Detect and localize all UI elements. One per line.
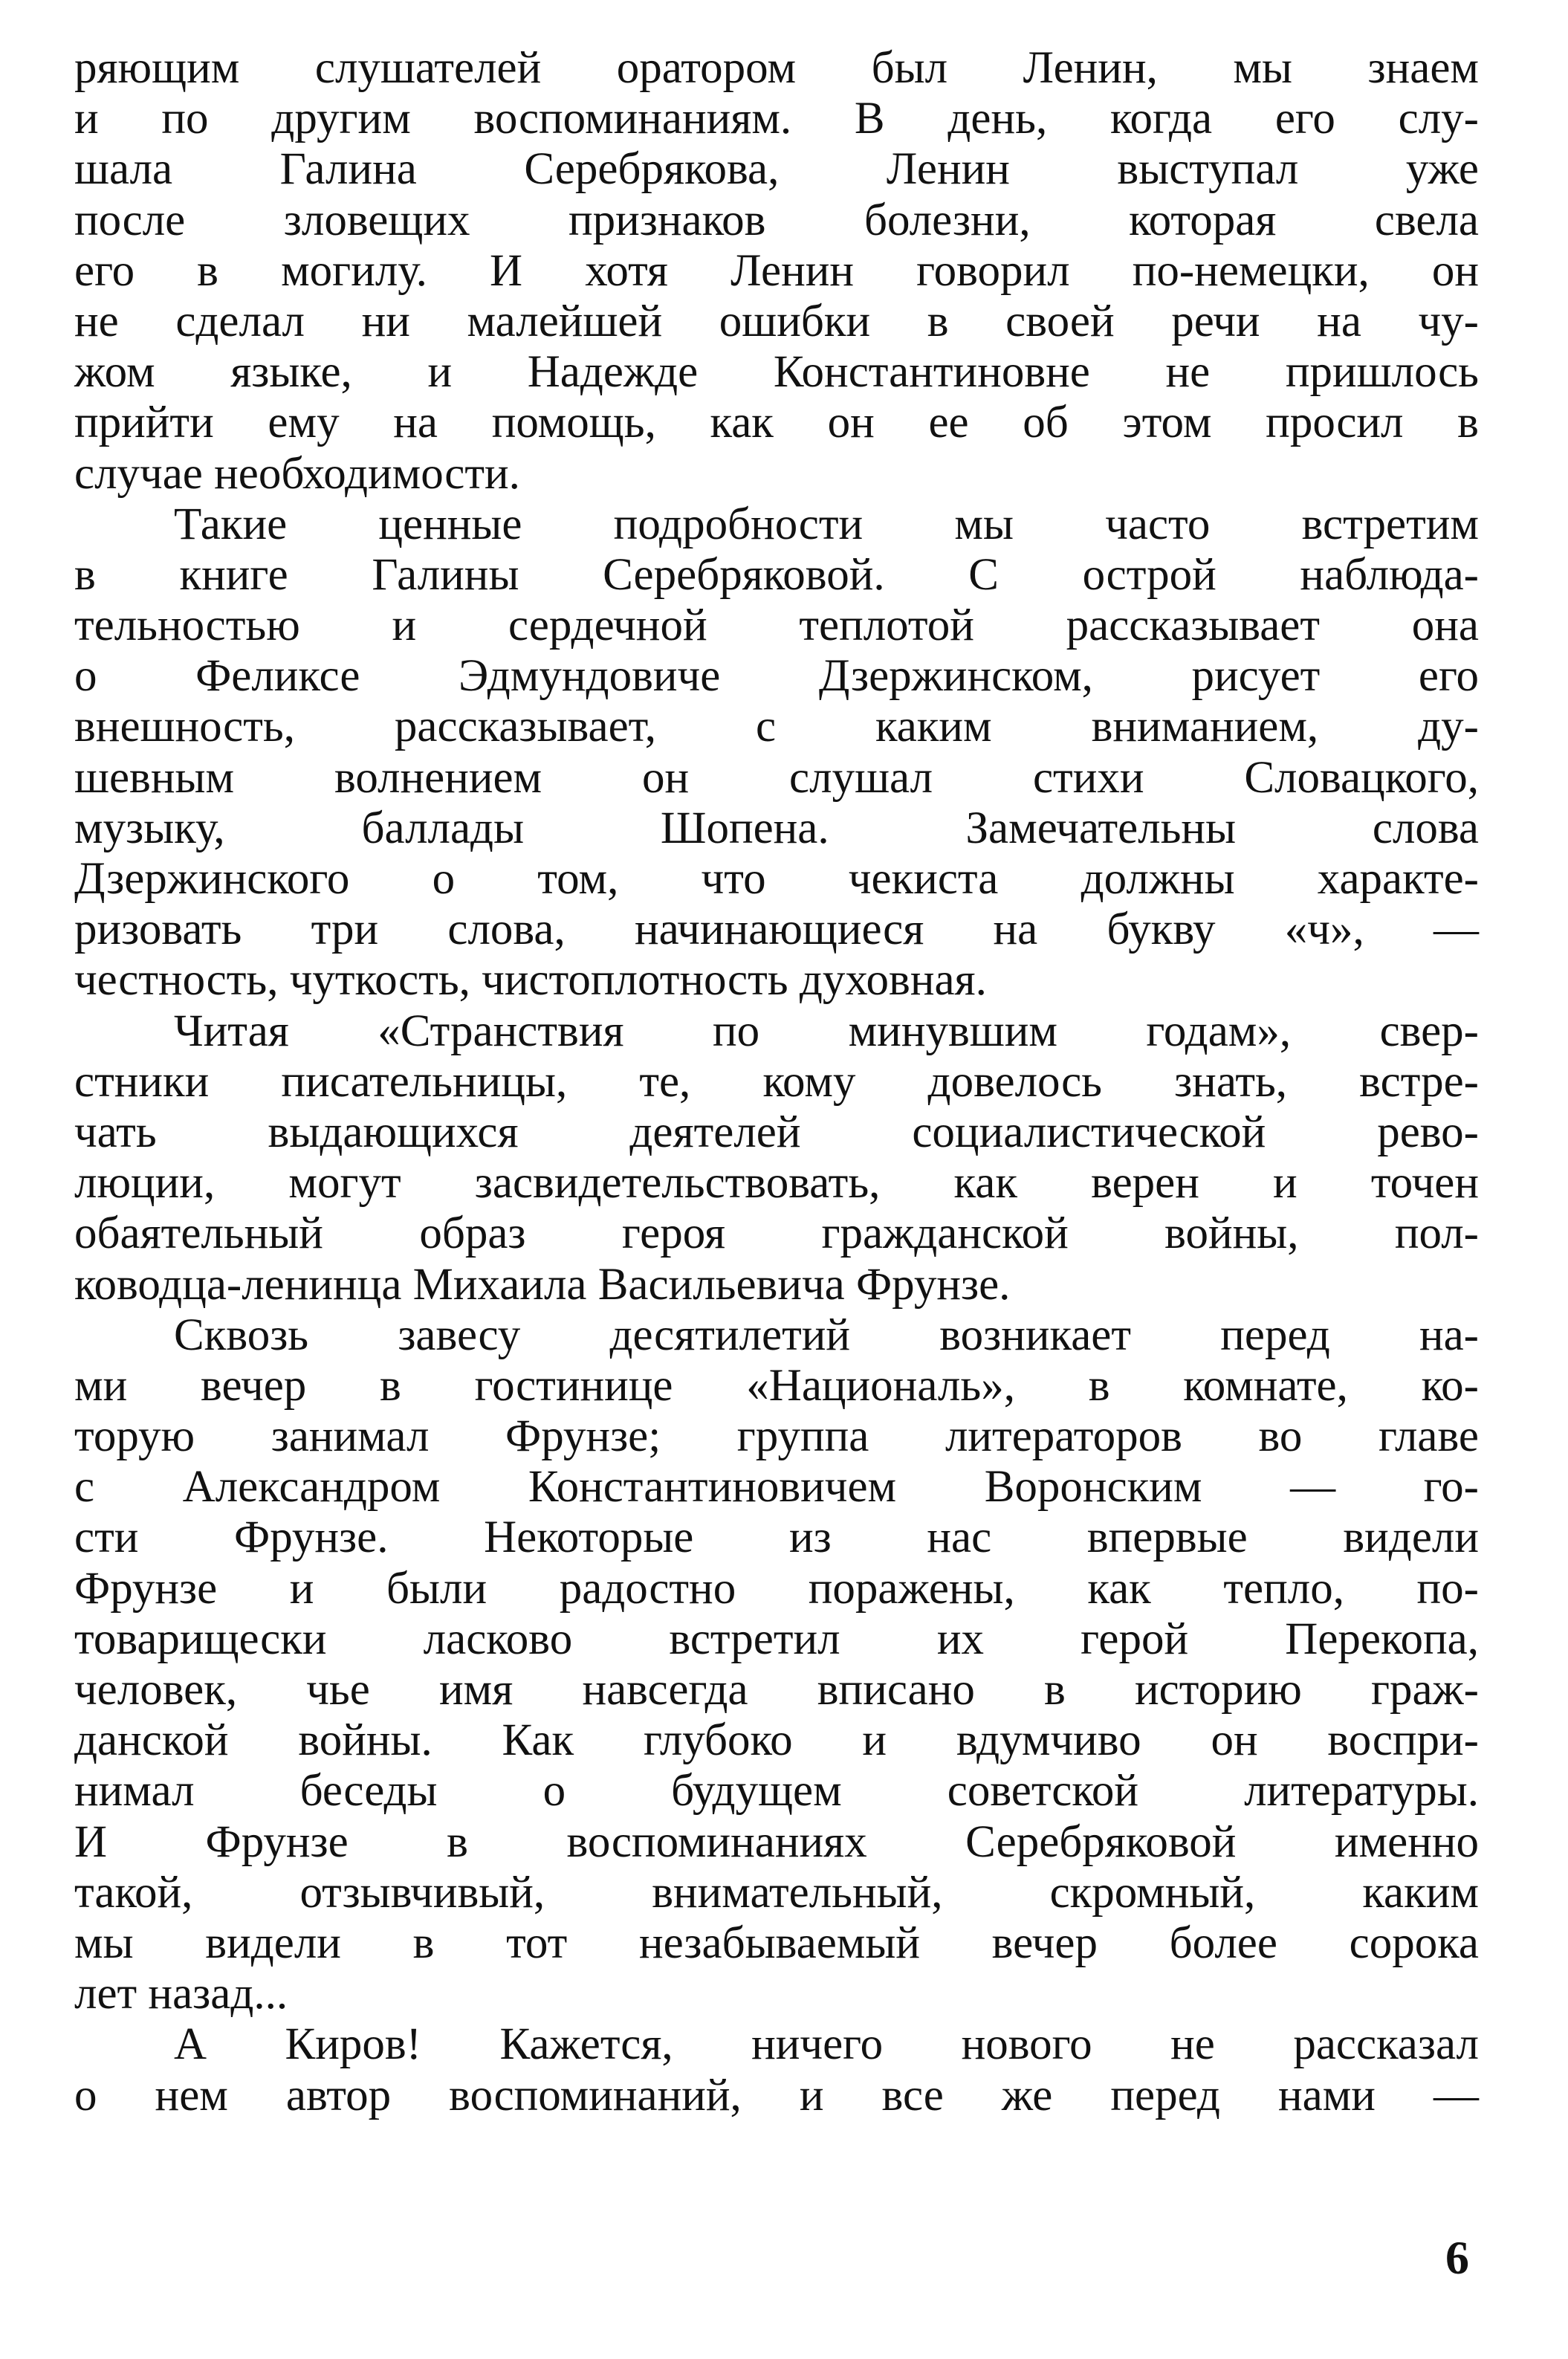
text-line: ряющим слушателей оратором был Ленин, мы знаем xyxy=(74,43,1479,93)
text-line: стники писательницы, те, кому довелось знать, встре- xyxy=(74,1056,1479,1107)
text-line: Читая «Странствия по минувшим годам», свер- xyxy=(174,1006,1479,1056)
text-line: товарищески ласково встретил их герой Перекопа, xyxy=(74,1614,1479,1664)
page-text xyxy=(74,43,1479,2121)
text-line: о нем автор воспоминаний, и все же перед нами — xyxy=(74,2070,1479,2120)
text-line: торую занимал Фрунзе; группа литераторов во главе xyxy=(74,1411,1479,1462)
text-line: Такие ценные подробности мы часто встретим xyxy=(174,499,1479,549)
text-line: мы видели в тот незабываемый вечер более сорока xyxy=(74,1918,1479,1968)
text-line: внешность, рассказывает, с каким вниманием, ду- xyxy=(74,702,1479,752)
text-line: не сделал ни малейшей ошибки в своей речи на чу- xyxy=(74,296,1479,346)
paragraph xyxy=(74,499,1479,1006)
text-line: лет назад... xyxy=(74,1969,288,2019)
text-line: сти Фрунзе. Некоторые из нас впервые видели xyxy=(74,1512,1479,1563)
text-line: чать выдающихся деятелей социалистической рево- xyxy=(74,1107,1479,1157)
text-line: прийти ему на помощь, как он ее об этом просил в xyxy=(74,398,1479,448)
text-line: А Киров! Кажется, ничего нового не рассказал xyxy=(174,2019,1479,2070)
text-line: И Фрунзе в воспоминаниях Серебряковой именно xyxy=(74,1816,1479,1867)
text-line: Дзержинского о том, что чекиста должны характе- xyxy=(74,854,1479,904)
text-line: честность, чуткость, чистоплотность духовная. xyxy=(74,955,987,1006)
text-line: Сквозь завесу десятилетий возникает перед на- xyxy=(174,1310,1479,1360)
text-line: человек, чье имя навсегда вписано в историю граж- xyxy=(74,1665,1479,1715)
text-line: жом языке, и Надежде Константиновне не пришлось xyxy=(74,347,1479,398)
text-line: такой, отзывчивый, внимательный, скромный, каким xyxy=(74,1867,1479,1918)
page-number: 6 xyxy=(1445,2231,1469,2284)
paragraph xyxy=(74,1006,1479,1310)
text-line: ководца-ленинца Михаила Васильевича Фрунзе. xyxy=(74,1259,1011,1310)
paragraph xyxy=(74,1310,1479,2020)
text-line: люции, могут засвидетельствовать, как верен и точен xyxy=(74,1158,1479,1208)
text-line: о Феликсе Эдмундовиче Дзержинском, рисует его xyxy=(74,651,1479,702)
text-line: в книге Галины Серебряковой. С острой наблюда- xyxy=(74,549,1479,600)
text-line: его в могилу. И хотя Ленин говорил по-немецки, он xyxy=(74,245,1479,296)
text-line: и по другим воспоминаниям. В день, когда его слу- xyxy=(74,94,1479,144)
text-line: после зловещих признаков болезни, которая свела xyxy=(74,195,1479,245)
text-line: с Александром Константиновичем Воронским — го- xyxy=(74,1462,1479,1512)
text-line: ми вечер в гостинице «Националь», в комнате, ко- xyxy=(74,1360,1479,1411)
text-line: тельностью и сердечной теплотой рассказывает она xyxy=(74,601,1479,651)
paragraph xyxy=(74,2019,1479,2120)
text-line: Фрунзе и были радостно поражены, как тепло, по- xyxy=(74,1563,1479,1614)
text-line: данской войны. Как глубоко и вдумчиво он воспри- xyxy=(74,1715,1479,1766)
text-line: обаятельный образ героя гражданской войны, пол- xyxy=(74,1208,1479,1259)
paragraph xyxy=(74,43,1479,499)
text-line: случае необходимости. xyxy=(74,448,520,499)
text-line: нимал беседы о будущем советской литературы. xyxy=(74,1766,1479,1816)
text-line: ризовать три слова, начинающиеся на букву «ч», — xyxy=(74,905,1479,955)
text-line: музыку, баллады Шопена. Замечательны слова xyxy=(74,803,1479,853)
text-line: шевным волнением он слушал стихи Словацкого, xyxy=(74,752,1479,803)
text-line: шала Галина Серебрякова, Ленин выступал уже xyxy=(74,144,1479,195)
